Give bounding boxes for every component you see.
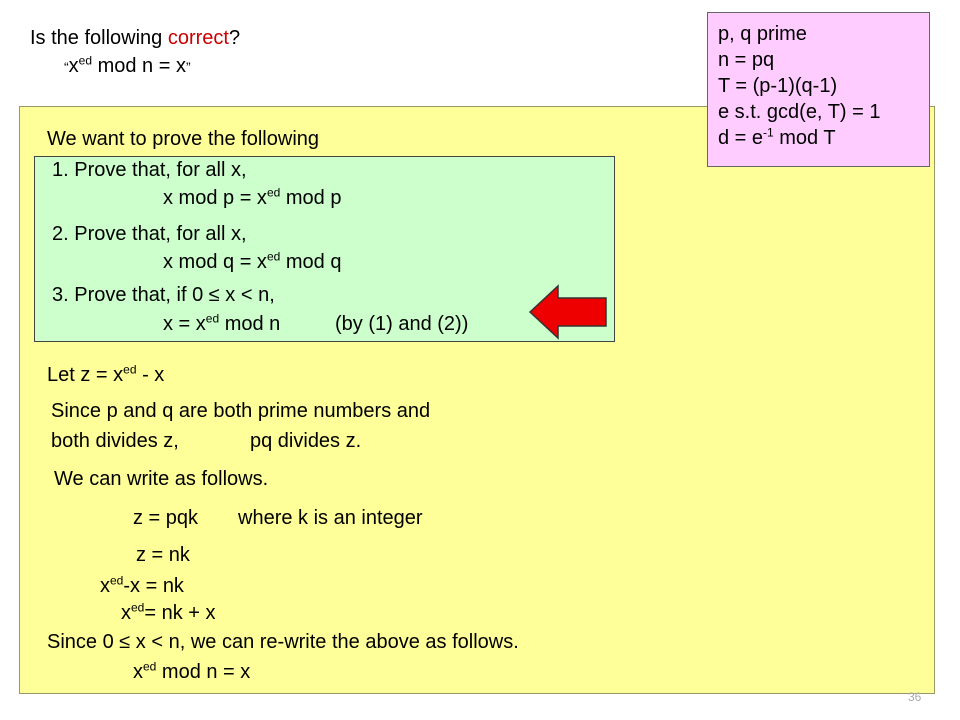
final-exponent: ed — [143, 659, 157, 674]
since-prime-line2b: pq divides z. — [250, 430, 362, 452]
let-exponent: ed — [123, 362, 137, 377]
eq3-exponent: ed — [110, 573, 124, 588]
step3-eq-left: x = x — [163, 313, 206, 335]
eq3-x: x — [100, 575, 110, 597]
eq3-rest: -x = nk — [123, 575, 184, 597]
eq4-rest: = nk + x — [144, 602, 216, 624]
equation-xed-equals — [121, 601, 216, 625]
claim-exponent: ed — [78, 53, 93, 68]
final-rest: mod n = x — [156, 661, 251, 683]
step1-eq-right: mod p — [280, 187, 342, 209]
let-left: Let z = x — [47, 364, 124, 386]
claim-rest: mod n = x — [92, 55, 186, 77]
step2-eq-right: mod q — [280, 251, 342, 273]
final-x: x — [133, 661, 143, 683]
step3-equation — [163, 312, 280, 336]
def-d-exponent: -1 — [763, 125, 774, 140]
step2-eq-left: x mod q = x — [163, 251, 267, 273]
since-prime-line1: Since p and q are both prime numbers and — [51, 400, 431, 422]
def-d-right: mod T — [773, 127, 836, 149]
step3-eq-right: mod n — [219, 313, 281, 335]
step3-note: (by (1) and (2)) — [335, 313, 469, 335]
step1-title: 1. Prove that, for all x, — [52, 159, 247, 181]
slide-page-number: 36 — [908, 690, 922, 704]
since-prime-line2a: both divides z, — [51, 430, 179, 452]
step2-title: 2. Prove that, for all x, — [52, 223, 247, 245]
step3-title: 3. Prove that, if 0 ≤ x < n, — [52, 284, 275, 306]
step2-exponent: ed — [266, 249, 281, 264]
step2-equation — [163, 250, 341, 274]
let-right: - x — [136, 364, 165, 386]
final-equation — [133, 660, 250, 684]
let-z-statement — [47, 363, 164, 387]
since-range-statement: Since 0 ≤ x < n, we can re-write the above as follows. — [47, 631, 519, 653]
eq4-x: x — [121, 602, 131, 624]
step1-equation — [163, 186, 341, 210]
def-primes: p, q prime — [718, 23, 807, 45]
step3-exponent: ed — [205, 311, 220, 326]
equation-xed-minus-x — [100, 574, 184, 598]
eq4-exponent: ed — [131, 600, 145, 615]
question-prefix: Is the following — [30, 27, 168, 49]
proof-heading: We want to prove the following — [47, 128, 320, 150]
step1-exponent: ed — [266, 185, 281, 200]
close-quote: ” — [185, 59, 191, 75]
equation-z-nk: z = nk — [136, 544, 190, 566]
def-e: e s.t. gcd(e, T) = 1 — [718, 101, 881, 123]
def-d-left: d = e — [718, 127, 764, 149]
write-as-follows: We can write as follows. — [54, 468, 269, 490]
def-totient: T = (p-1)(q-1) — [718, 75, 838, 97]
claim-x: x — [68, 55, 79, 77]
k-integer-note: where k is an integer — [238, 507, 423, 529]
def-n: n = pq — [718, 49, 775, 71]
left-arrow-icon — [528, 284, 608, 340]
question-mark: ? — [228, 27, 241, 49]
question-claim — [64, 54, 191, 79]
correct-emphasis: correct — [167, 27, 229, 49]
open-quote: “ — [64, 59, 69, 75]
def-d — [718, 125, 919, 151]
question-line1 — [30, 26, 240, 50]
step1-eq-left: x mod p = x — [163, 187, 267, 209]
definitions-box — [707, 12, 930, 167]
equation-z-pqk: z = pqk — [133, 507, 199, 529]
question-box — [22, 20, 312, 100]
